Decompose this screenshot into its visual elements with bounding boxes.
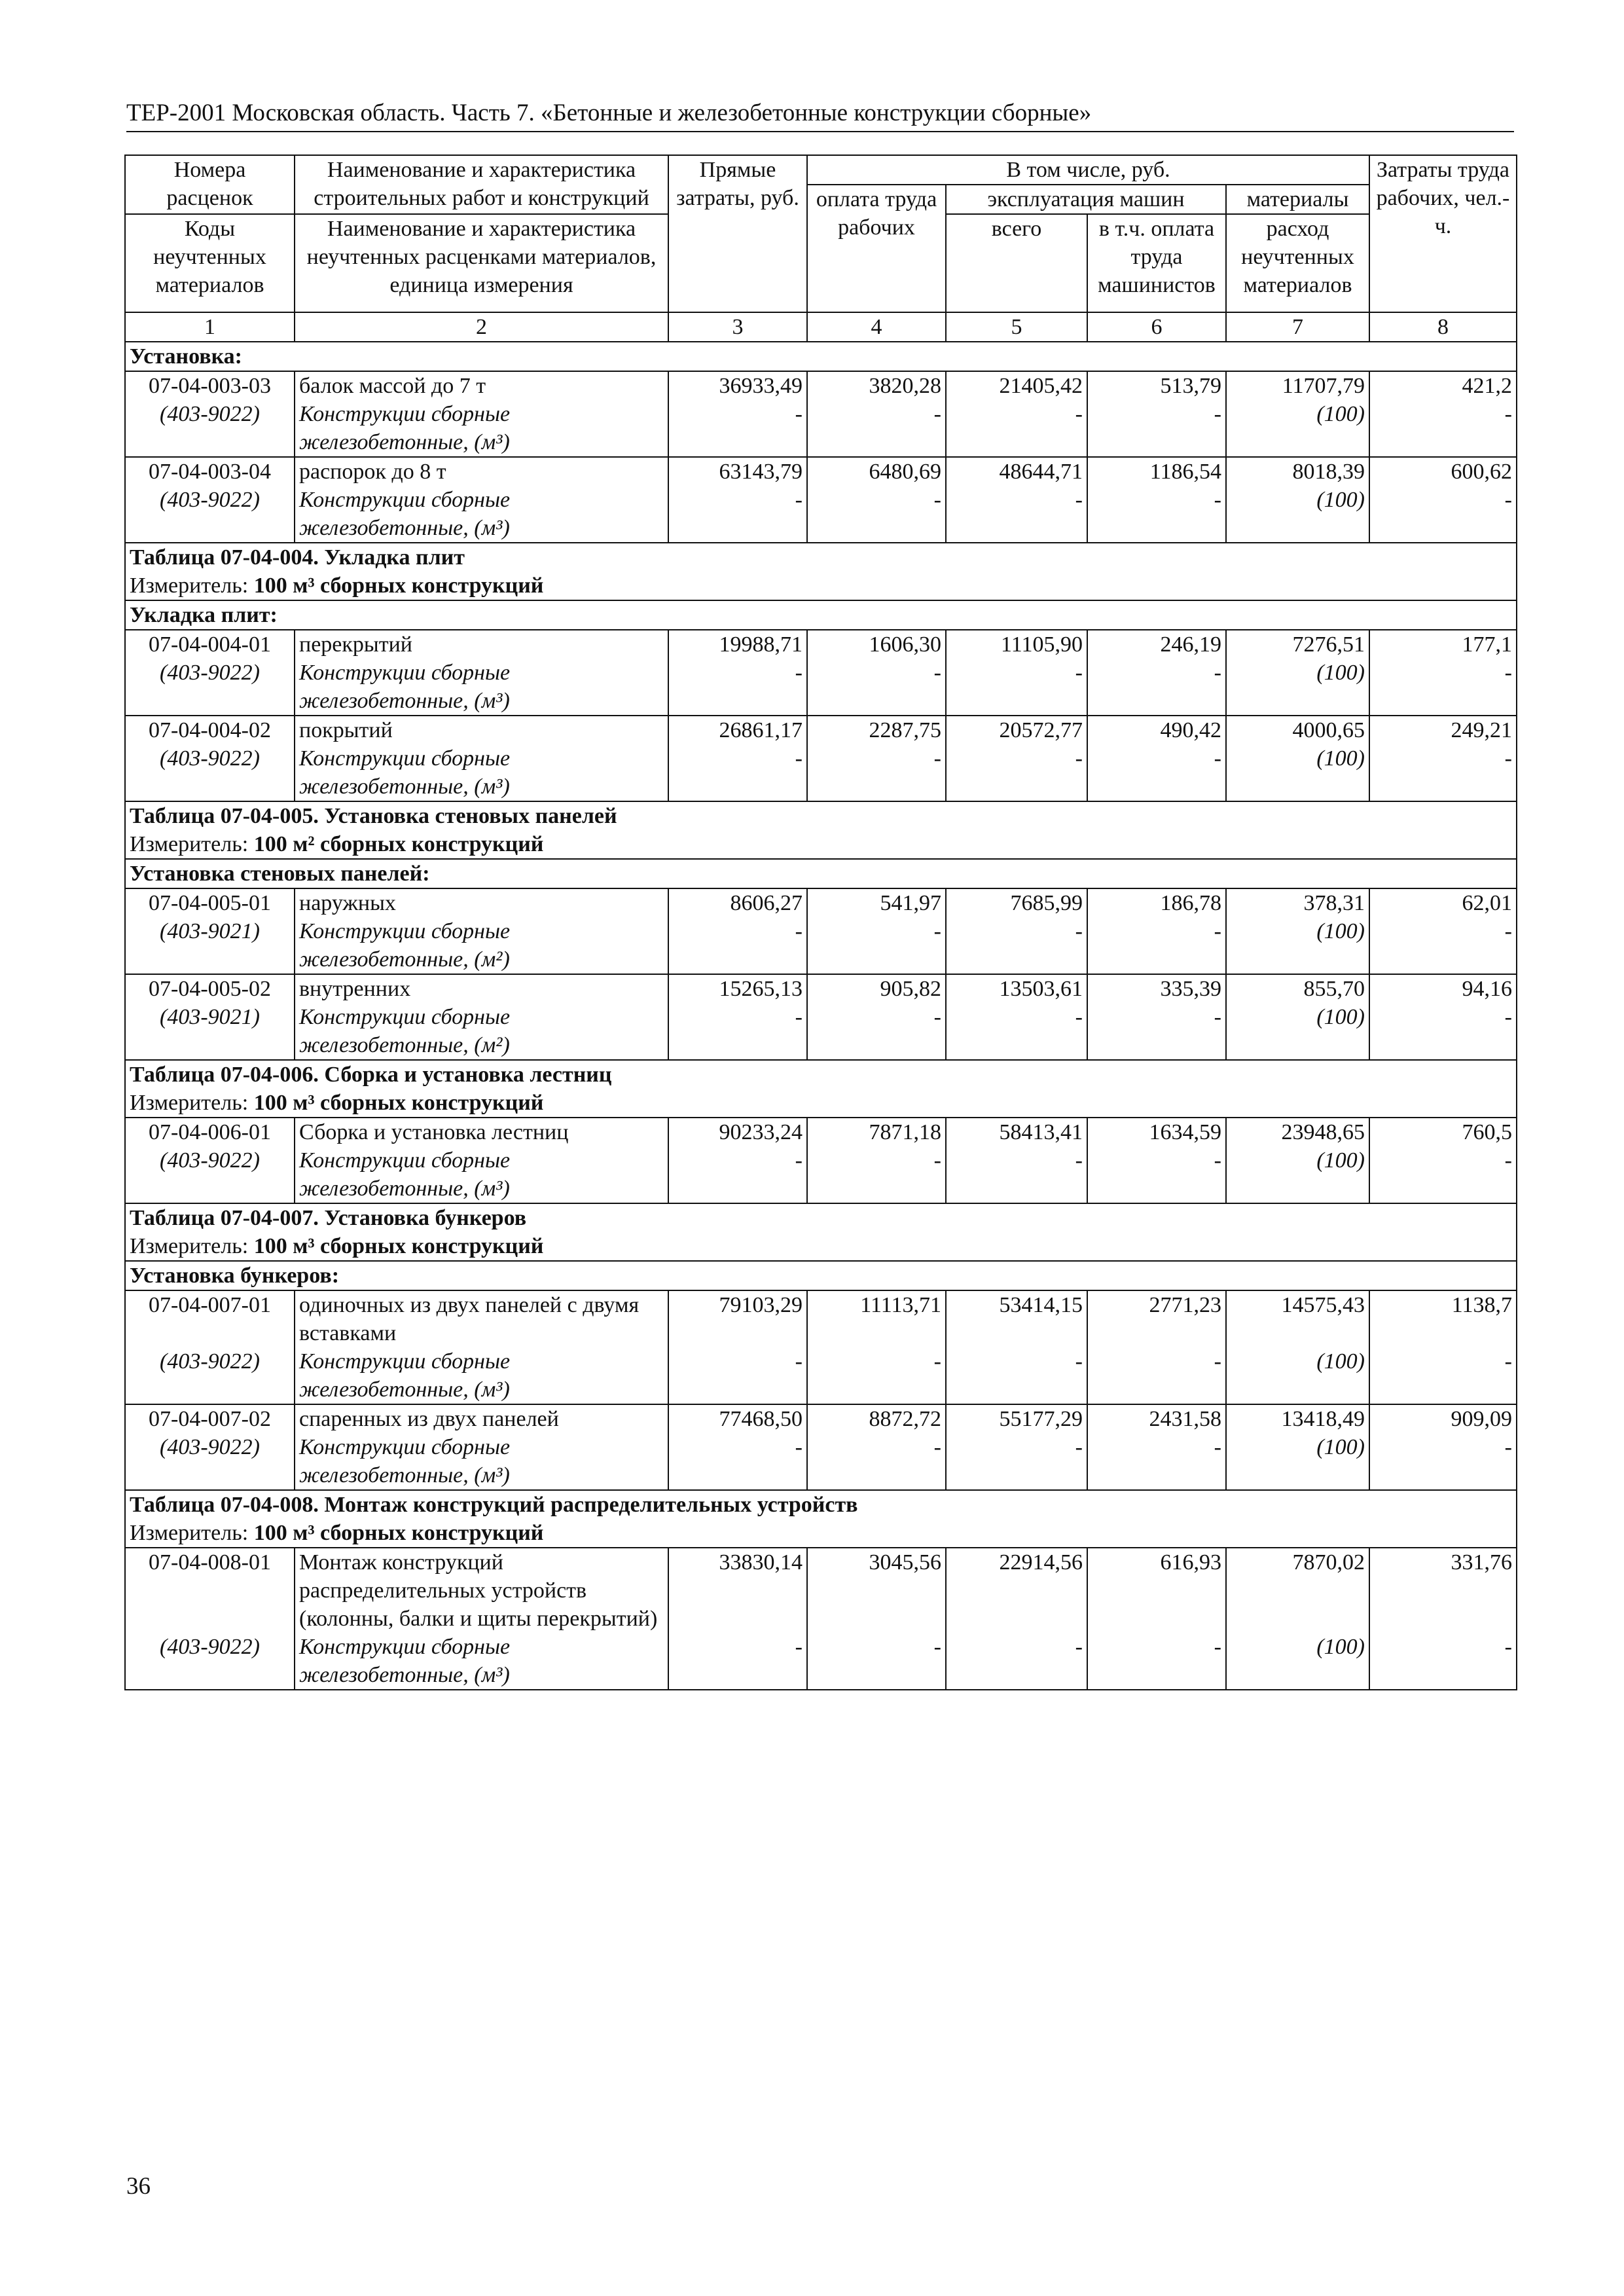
machines-total: 11105,90 [946, 630, 1087, 659]
material-row [125, 1146, 1517, 1203]
labor-hours: 909,09 [1369, 1404, 1517, 1433]
measure-unit: 100 м³ сборных конструкций [253, 1521, 544, 1545]
col-num: 8 [1369, 312, 1517, 342]
running-header: ТЕР-2001 Московская область. Часть 7. «Бетонные и железобетонные конструкции сборные» [126, 98, 1514, 132]
table-row [125, 1290, 1517, 1347]
labor-hours: 249,21 [1369, 716, 1517, 744]
measure-prefix: Измеритель: [130, 574, 249, 598]
rate-name: спаренных из двух панелей [295, 1404, 668, 1433]
measure-prefix: Измеритель: [130, 1234, 249, 1258]
machinist-pay: 2771,23 [1087, 1290, 1226, 1347]
measure-line [125, 1089, 1517, 1118]
hdr-labor-hours: Затраты труда рабочих, чел.-ч. [1369, 155, 1517, 312]
col-num: 4 [807, 312, 946, 342]
hdr-worker-pay: оплата труда рабочих [807, 185, 946, 312]
labor-hours: 331,76 [1369, 1548, 1517, 1633]
machinist-pay: 490,42 [1087, 716, 1226, 744]
machinist-pay: 186,78 [1087, 888, 1226, 917]
column-numbers-row [125, 312, 1517, 342]
col-num: 6 [1087, 312, 1226, 342]
table-row [125, 888, 1517, 917]
page-number: 36 [126, 2173, 151, 2200]
rate-code: 07-04-008-01 [125, 1548, 295, 1633]
worker-pay: 7871,18 [807, 1118, 946, 1146]
material-code: (403-9022) [125, 1146, 295, 1203]
material-name: Конструкции сборные железобетонные, (м³) [295, 744, 668, 801]
table-row [125, 1548, 1517, 1633]
rate-name: распорок до 8 т [295, 457, 668, 486]
material-name: Конструкции сборные железобетонные, (м³) [295, 1146, 668, 1203]
measure-line [125, 830, 1517, 859]
dash: - [1087, 744, 1226, 801]
rate-name: покрытий [295, 716, 668, 744]
labor-hours: 421,2 [1369, 371, 1517, 400]
dash: - [1369, 1146, 1517, 1203]
group-label: Установка: [125, 342, 1517, 371]
col-num: 2 [295, 312, 668, 342]
machinist-pay: 1186,54 [1087, 457, 1226, 486]
dash: - [807, 659, 946, 716]
measure-line [125, 572, 1517, 600]
material-row [125, 1633, 1517, 1690]
machinist-pay: 513,79 [1087, 371, 1226, 400]
material-name: Конструкции сборные железобетонные, (м³) [295, 1347, 668, 1404]
direct-cost: 26861,17 [668, 716, 807, 744]
dash: - [668, 400, 807, 457]
dash: - [807, 400, 946, 457]
table-row [125, 630, 1517, 659]
machines-total: 48644,71 [946, 457, 1087, 486]
material-consumption: (100) [1226, 1003, 1369, 1060]
section-title: Таблица 07-04-005. Установка стеновых панелей [125, 801, 1517, 830]
worker-pay: 1606,30 [807, 630, 946, 659]
machines-total: 20572,77 [946, 716, 1087, 744]
material-name: Конструкции сборные железобетонные, (м³) [295, 1433, 668, 1490]
material-row [125, 1003, 1517, 1060]
measure-prefix: Измеритель: [130, 832, 249, 856]
hdr-col1-top: Номера расценок [125, 155, 295, 214]
material-row [125, 486, 1517, 543]
dash: - [668, 744, 807, 801]
table-row [125, 1118, 1517, 1146]
hdr-col2-bottom: Наименование и характеристика неучтенных расценками материалов, единица измерения [295, 214, 668, 312]
material-name: Конструкции сборные железобетонные, (м²) [295, 1003, 668, 1060]
worker-pay: 8872,72 [807, 1404, 946, 1433]
dash: - [807, 1633, 946, 1690]
dash: - [946, 1433, 1087, 1490]
machinist-pay: 2431,58 [1087, 1404, 1226, 1433]
rate-name: Монтаж конструкций распределительных устройств (колонны, балки и щиты перекрытий) [295, 1548, 668, 1633]
material-consumption: (100) [1226, 486, 1369, 543]
direct-cost: 79103,29 [668, 1290, 807, 1347]
dash: - [1087, 1433, 1226, 1490]
dash: - [1369, 917, 1517, 974]
dash: - [946, 1146, 1087, 1203]
dash: - [1087, 1146, 1226, 1203]
rate-code: 07-04-003-04 [125, 457, 295, 486]
section-title: Таблица 07-04-007. Установка бункеров [125, 1203, 1517, 1232]
dash: - [946, 1003, 1087, 1060]
table-row [125, 371, 1517, 400]
material-code: (403-9022) [125, 1433, 295, 1490]
labor-hours: 62,01 [1369, 888, 1517, 917]
rate-code: 07-04-005-01 [125, 888, 295, 917]
dash: - [668, 1146, 807, 1203]
direct-cost: 36933,49 [668, 371, 807, 400]
section-title: Таблица 07-04-004. Укладка плит [125, 543, 1517, 572]
dash: - [1369, 1347, 1517, 1404]
section-title: Таблица 07-04-008. Монтаж конструкций распределительных устройств [125, 1490, 1517, 1519]
material-row [125, 659, 1517, 716]
material-code: (403-9022) [125, 400, 295, 457]
material-name: Конструкции сборные железобетонные, (м³) [295, 400, 668, 457]
materials-cost: 7870,02 [1226, 1548, 1369, 1633]
table-row [125, 457, 1517, 486]
rate-name: балок массой до 7 т [295, 371, 668, 400]
rate-code: 07-04-007-02 [125, 1404, 295, 1433]
material-code: (403-9022) [125, 486, 295, 543]
materials-cost: 4000,65 [1226, 716, 1369, 744]
direct-cost: 19988,71 [668, 630, 807, 659]
measure-prefix: Измеритель: [130, 1091, 249, 1115]
direct-cost: 90233,24 [668, 1118, 807, 1146]
hdr-col2-top: Наименование и характеристика строительных работ и конструкций [295, 155, 668, 214]
material-consumption: (100) [1226, 744, 1369, 801]
measure-unit: 100 м³ сборных конструкций [253, 1091, 544, 1115]
material-name: Конструкции сборные железобетонные, (м³) [295, 486, 668, 543]
table-row [125, 974, 1517, 1003]
material-consumption: (100) [1226, 1633, 1369, 1690]
labor-hours: 600,62 [1369, 457, 1517, 486]
machines-total: 7685,99 [946, 888, 1087, 917]
material-consumption: (100) [1226, 659, 1369, 716]
col-num: 7 [1226, 312, 1369, 342]
material-row [125, 1433, 1517, 1490]
machinist-pay: 1634,59 [1087, 1118, 1226, 1146]
measure-unit: 100 м² сборных конструкций [253, 832, 544, 856]
measure-line [125, 1232, 1517, 1261]
worker-pay: 541,97 [807, 888, 946, 917]
direct-cost: 8606,27 [668, 888, 807, 917]
materials-cost: 14575,43 [1226, 1290, 1369, 1347]
machines-total: 13503,61 [946, 974, 1087, 1003]
table-row [125, 1404, 1517, 1433]
rate-code: 07-04-005-02 [125, 974, 295, 1003]
material-consumption: (100) [1226, 917, 1369, 974]
dash: - [1369, 1003, 1517, 1060]
dash: - [807, 1146, 946, 1203]
dash: - [1369, 1633, 1517, 1690]
dash: - [807, 917, 946, 974]
worker-pay: 11113,71 [807, 1290, 946, 1347]
dash: - [668, 917, 807, 974]
machinist-pay: 616,93 [1087, 1548, 1226, 1633]
rate-name: Сборка и установка лестниц [295, 1118, 668, 1146]
machines-total: 53414,15 [946, 1290, 1087, 1347]
machines-total: 22914,56 [946, 1548, 1087, 1633]
labor-hours: 1138,7 [1369, 1290, 1517, 1347]
dash: - [946, 917, 1087, 974]
material-code: (403-9021) [125, 1003, 295, 1060]
worker-pay: 3820,28 [807, 371, 946, 400]
materials-cost: 11707,79 [1226, 371, 1369, 400]
worker-pay: 2287,75 [807, 716, 946, 744]
dash: - [1087, 1347, 1226, 1404]
group-label: Установка стеновых панелей: [125, 859, 1517, 888]
material-code: (403-9022) [125, 1633, 295, 1690]
dash: - [1087, 917, 1226, 974]
hdr-unaccounted-materials: расход неучтенных материалов [1226, 214, 1369, 312]
rate-code: 07-04-003-03 [125, 371, 295, 400]
dash: - [668, 1003, 807, 1060]
worker-pay: 3045,56 [807, 1548, 946, 1633]
col-num: 5 [946, 312, 1087, 342]
dash: - [1087, 659, 1226, 716]
hdr-including: В том числе, руб. [807, 155, 1369, 185]
direct-cost: 63143,79 [668, 457, 807, 486]
group-label: Укладка плит: [125, 600, 1517, 630]
material-row [125, 400, 1517, 457]
materials-cost: 378,31 [1226, 888, 1369, 917]
hdr-machines-total: всего [946, 214, 1087, 312]
materials-cost: 13418,49 [1226, 1404, 1369, 1433]
material-consumption: (100) [1226, 1146, 1369, 1203]
col-num: 1 [125, 312, 295, 342]
machines-total: 21405,42 [946, 371, 1087, 400]
hdr-direct-costs: Прямые затраты, руб. [668, 155, 807, 312]
dash: - [668, 659, 807, 716]
dash: - [946, 659, 1087, 716]
dash: - [1087, 400, 1226, 457]
dash: - [946, 744, 1087, 801]
material-name: Конструкции сборные железобетонные, (м³) [295, 1633, 668, 1690]
dash: - [807, 1347, 946, 1404]
material-name: Конструкции сборные железобетонные, (м²) [295, 917, 668, 974]
material-consumption: (100) [1226, 1347, 1369, 1404]
table-row [125, 716, 1517, 744]
rate-code: 07-04-004-01 [125, 630, 295, 659]
dash: - [1087, 1633, 1226, 1690]
dash: - [1087, 1003, 1226, 1060]
material-row [125, 917, 1517, 974]
materials-cost: 855,70 [1226, 974, 1369, 1003]
dash: - [668, 486, 807, 543]
worker-pay: 905,82 [807, 974, 946, 1003]
direct-cost: 15265,13 [668, 974, 807, 1003]
measure-prefix: Измеритель: [130, 1521, 249, 1545]
dash: - [668, 1633, 807, 1690]
material-name: Конструкции сборные железобетонные, (м³) [295, 659, 668, 716]
machinist-pay: 246,19 [1087, 630, 1226, 659]
rate-name: наружных [295, 888, 668, 917]
rate-code: 07-04-007-01 [125, 1290, 295, 1347]
rate-code: 07-04-004-02 [125, 716, 295, 744]
rate-name: внутренних [295, 974, 668, 1003]
section-title: Таблица 07-04-006. Сборка и установка лестниц [125, 1060, 1517, 1089]
measure-unit: 100 м³ сборных конструкций [253, 574, 544, 598]
dash: - [807, 1433, 946, 1490]
materials-cost: 23948,65 [1226, 1118, 1369, 1146]
machines-total: 58413,41 [946, 1118, 1087, 1146]
material-code: (403-9022) [125, 744, 295, 801]
rate-code: 07-04-006-01 [125, 1118, 295, 1146]
measure-line [125, 1519, 1517, 1548]
material-code: (403-9022) [125, 659, 295, 716]
machinist-pay: 335,39 [1087, 974, 1226, 1003]
labor-hours: 177,1 [1369, 630, 1517, 659]
labor-hours: 760,5 [1369, 1118, 1517, 1146]
dash: - [1369, 400, 1517, 457]
dash: - [946, 1347, 1087, 1404]
dash: - [807, 1003, 946, 1060]
dash: - [668, 1433, 807, 1490]
hdr-machinist-pay: в т.ч. оплата труда машинистов [1087, 214, 1226, 312]
dash: - [946, 486, 1087, 543]
material-consumption: (100) [1226, 1433, 1369, 1490]
col-num: 3 [668, 312, 807, 342]
labor-hours: 94,16 [1369, 974, 1517, 1003]
dash: - [807, 744, 946, 801]
material-code: (403-9022) [125, 1347, 295, 1404]
measure-unit: 100 м³ сборных конструкций [253, 1234, 544, 1258]
materials-cost: 7276,51 [1226, 630, 1369, 659]
material-row [125, 1347, 1517, 1404]
hdr-materials: материалы [1226, 185, 1369, 214]
rate-name: перекрытий [295, 630, 668, 659]
dash: - [668, 1347, 807, 1404]
dash: - [946, 1633, 1087, 1690]
hdr-machines: эксплуатация машин [946, 185, 1226, 214]
rate-name: одиночных из двух панелей с двумя вставками [295, 1290, 668, 1347]
dash: - [1087, 486, 1226, 543]
direct-cost: 33830,14 [668, 1548, 807, 1633]
material-row [125, 744, 1517, 801]
dash: - [1369, 486, 1517, 543]
rates-table [124, 155, 1517, 1690]
dash: - [1369, 659, 1517, 716]
material-code: (403-9021) [125, 917, 295, 974]
materials-cost: 8018,39 [1226, 457, 1369, 486]
dash: - [946, 400, 1087, 457]
group-label: Установка бункеров: [125, 1261, 1517, 1290]
hdr-col1-bottom: Коды неучтенных материалов [125, 214, 295, 312]
worker-pay: 6480,69 [807, 457, 946, 486]
dash: - [1369, 744, 1517, 801]
dash: - [1369, 1433, 1517, 1490]
direct-cost: 77468,50 [668, 1404, 807, 1433]
material-consumption: (100) [1226, 400, 1369, 457]
dash: - [807, 486, 946, 543]
machines-total: 55177,29 [946, 1404, 1087, 1433]
